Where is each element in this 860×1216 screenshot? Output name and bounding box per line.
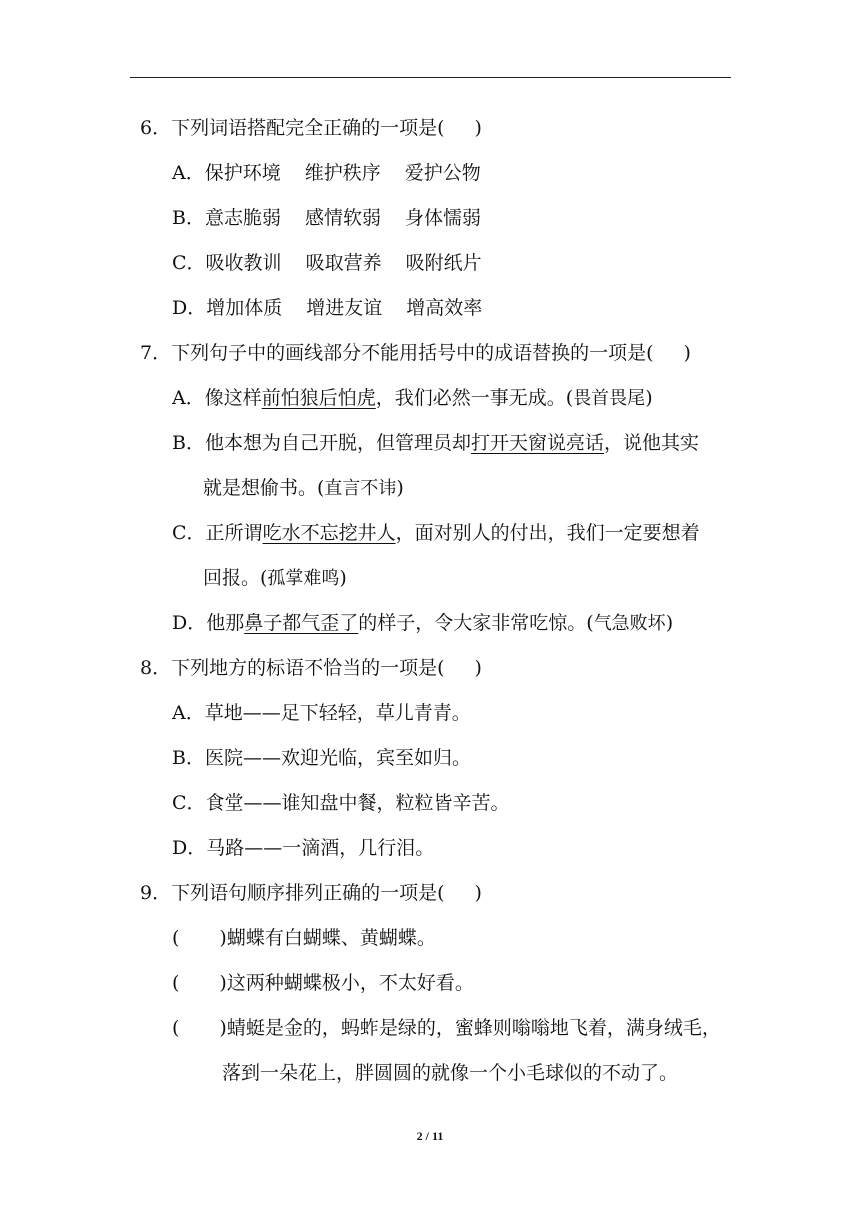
option-text: 的样子，令大家非常吃惊。( bbox=[358, 612, 594, 634]
option-label: B． bbox=[172, 747, 205, 769]
option-word: 保护环境 bbox=[204, 162, 281, 184]
option-label: B． bbox=[172, 207, 205, 229]
ordering-text: 落到一朵花上，胖圆圆的就像一个小毛球似的不动了。 bbox=[222, 1062, 679, 1084]
option-label: D． bbox=[172, 837, 207, 859]
option-c-continued bbox=[203, 566, 347, 591]
option-text: 马路——一滴酒，几行泪。 bbox=[206, 837, 435, 859]
question-7 bbox=[140, 341, 691, 365]
option-text: ) bbox=[339, 567, 347, 589]
answer-close: ) bbox=[683, 342, 691, 364]
question-number: 8． bbox=[140, 657, 172, 679]
option-text: 草地——足下轻轻，草儿青青。 bbox=[204, 702, 471, 724]
option-c bbox=[172, 251, 482, 275]
option-text: ) bbox=[665, 612, 674, 634]
option-c bbox=[172, 521, 700, 545]
option-label: A． bbox=[172, 387, 205, 409]
question-number: 9． bbox=[140, 882, 172, 904]
option-text: 他那 bbox=[206, 612, 245, 634]
option-word: 增进友谊 bbox=[306, 297, 383, 319]
question-stem: 下列地方的标语不恰当的一项是( bbox=[171, 657, 445, 679]
option-word: 吸附纸片 bbox=[405, 252, 482, 274]
ordering-blank-open: ( bbox=[172, 972, 180, 994]
option-a bbox=[172, 386, 653, 411]
option-label: A． bbox=[172, 162, 205, 184]
idiom: 孤掌难鸣 bbox=[267, 568, 340, 589]
option-word: 维护秩序 bbox=[304, 162, 381, 184]
option-word: 身体懦弱 bbox=[405, 207, 482, 229]
option-text: ，说他其实 bbox=[604, 432, 700, 454]
underlined-phrase: 鼻子都气歪了 bbox=[244, 612, 359, 634]
option-a bbox=[172, 161, 481, 185]
option-d bbox=[172, 296, 482, 320]
idiom: 直言不讳 bbox=[324, 478, 397, 499]
option-text: 食堂——谁知盘中餐，粒粒皆辛苦。 bbox=[205, 792, 510, 814]
option-word: 增加体质 bbox=[206, 297, 283, 319]
option-label: C． bbox=[172, 792, 206, 814]
option-label: D． bbox=[172, 297, 207, 319]
underlined-phrase: 打开天窗说亮话 bbox=[470, 432, 604, 454]
ordering-text: 蜻蜓是金的，蚂蚱是绿的，蜜蜂则嗡嗡地飞着，满身绒毛， bbox=[226, 1017, 721, 1039]
option-label: C． bbox=[172, 522, 206, 544]
ordering-blank-close: ) bbox=[219, 927, 227, 949]
answer-close: ) bbox=[474, 882, 482, 904]
option-text: 像这样 bbox=[204, 387, 262, 409]
option-b bbox=[172, 206, 481, 230]
header-rule bbox=[130, 77, 731, 78]
option-a bbox=[172, 701, 471, 725]
option-b-continued bbox=[203, 476, 404, 501]
option-text: ) bbox=[396, 477, 404, 499]
option-word: 吸取营养 bbox=[305, 252, 382, 274]
ordering-text: 蝴蝶有白蝴蝶、黄蝴蝶。 bbox=[226, 927, 436, 949]
option-c bbox=[172, 791, 510, 815]
option-d bbox=[172, 611, 673, 636]
question-stem: 下列语句顺序排列正确的一项是( bbox=[171, 882, 445, 904]
ordering-blank-open: ( bbox=[172, 927, 180, 949]
ordering-item bbox=[172, 971, 474, 995]
page-number: 2 / 11 bbox=[416, 1129, 444, 1143]
option-text: ，面对别人的付出，我们一定要想着 bbox=[395, 522, 700, 544]
ordering-text: 这两种蝴蝶极小，不太好看。 bbox=[226, 972, 474, 994]
question-6 bbox=[140, 116, 482, 140]
question-9 bbox=[140, 881, 482, 905]
question-number: 7． bbox=[140, 342, 172, 364]
option-text: ，我们必然一事无成。( bbox=[375, 387, 574, 409]
ordering-blank-close: ) bbox=[219, 972, 227, 994]
option-word: 感情软弱 bbox=[304, 207, 381, 229]
question-8 bbox=[140, 656, 482, 680]
option-label: C． bbox=[172, 252, 206, 274]
option-text: 正所谓 bbox=[205, 522, 263, 544]
option-text: ) bbox=[645, 387, 653, 409]
idiom: 畏首畏尾 bbox=[573, 388, 646, 409]
option-b bbox=[172, 431, 699, 455]
ordering-item bbox=[172, 926, 436, 950]
answer-close: ) bbox=[474, 117, 482, 139]
question-stem: 下列词语搭配完全正确的一项是( bbox=[171, 117, 445, 139]
option-label: B． bbox=[172, 432, 205, 454]
option-word: 意志脆弱 bbox=[204, 207, 281, 229]
idiom: 气急败坏 bbox=[593, 613, 666, 634]
option-word: 爱护公物 bbox=[404, 162, 481, 184]
question-stem: 下列句子中的画线部分不能用括号中的成语替换的一项是( bbox=[171, 342, 654, 364]
option-text: 医院——欢迎光临，宾至如归。 bbox=[204, 747, 471, 769]
option-text: 他本想为自己开脱，但管理员却 bbox=[204, 432, 471, 454]
option-label: A． bbox=[172, 702, 205, 724]
option-word: 增高效率 bbox=[406, 297, 483, 319]
ordering-blank-close: ) bbox=[219, 1017, 227, 1039]
answer-close: ) bbox=[474, 657, 482, 679]
option-word: 吸收教训 bbox=[205, 252, 282, 274]
option-text: 回报。( bbox=[203, 567, 268, 589]
option-d bbox=[172, 836, 434, 860]
underlined-phrase: 吃水不忘挖井人 bbox=[262, 522, 396, 544]
ordering-blank-open: ( bbox=[172, 1017, 180, 1039]
option-label: D． bbox=[172, 612, 207, 634]
option-text: 就是想偷书。( bbox=[203, 477, 325, 499]
option-b bbox=[172, 746, 471, 770]
ordering-item bbox=[172, 1016, 721, 1040]
underlined-phrase: 前怕狼后怕虎 bbox=[261, 387, 376, 409]
ordering-item-continued bbox=[222, 1061, 678, 1085]
question-number: 6． bbox=[140, 117, 172, 139]
